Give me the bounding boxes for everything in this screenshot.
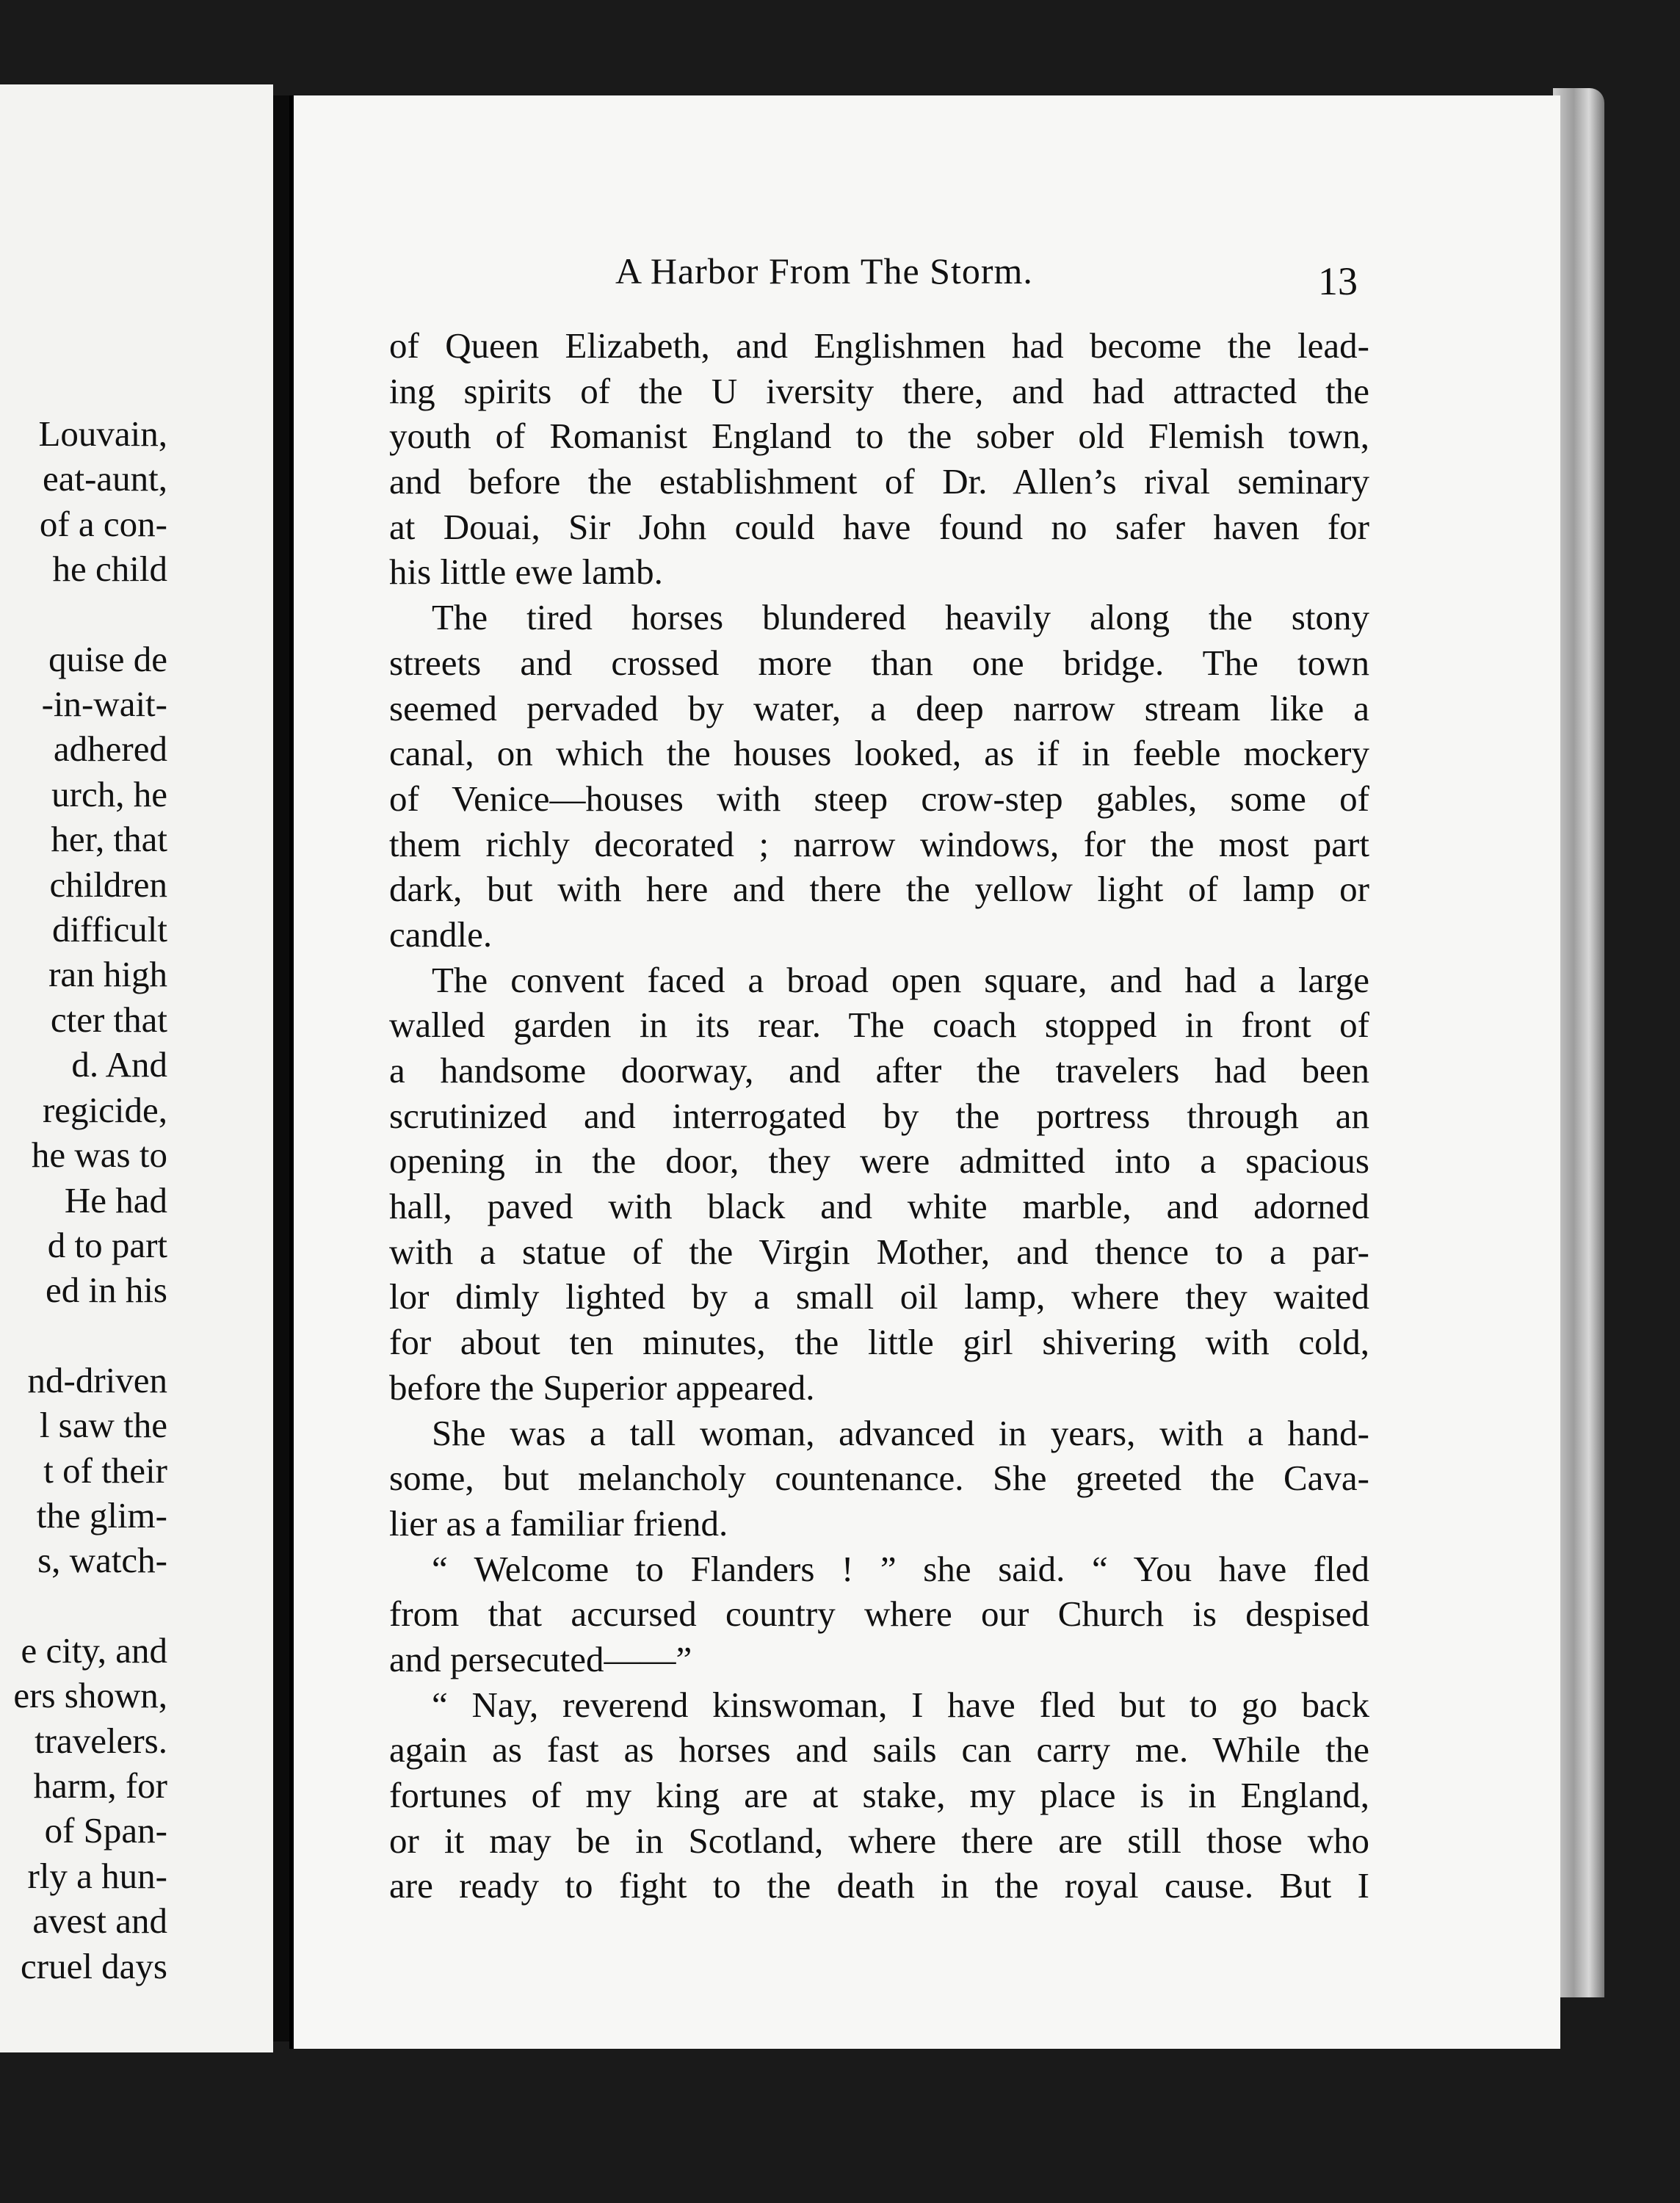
text-line: ing spirits of the U iversity there, and had attracted the xyxy=(389,370,1369,411)
running-head: A Harbor From The Storm. xyxy=(615,250,1033,292)
left-page-line: travelers. xyxy=(35,1720,167,1761)
text-line: and before the establishment of Dr. Allen’s rival seminary xyxy=(389,461,1369,502)
left-page-line: -in-wait- xyxy=(41,684,167,725)
text-line: again as fast as horses and sails can carry me. While the xyxy=(389,1729,1369,1770)
text-line: and persecuted——” xyxy=(389,1638,692,1679)
text-line: his little ewe lamb. xyxy=(389,551,663,593)
left-page-line: d. And xyxy=(71,1044,167,1085)
left-page-line: Louvain, xyxy=(38,413,167,454)
left-page-line: nd-driven xyxy=(27,1359,167,1400)
left-page-line: of Span- xyxy=(44,1810,167,1851)
text-line: before the Superior appeared. xyxy=(389,1367,815,1408)
left-page-text xyxy=(0,411,167,1989)
text-line: with a statue of the Virgin Mother, and thence to a par- xyxy=(389,1231,1369,1272)
text-line: for about ten minutes, the little girl shivering with cold, xyxy=(389,1322,1369,1363)
left-page-line: quise de xyxy=(48,638,167,679)
text-line: “ Welcome to Flanders ! ” she said. “ You have fled xyxy=(432,1548,1369,1589)
page-edges xyxy=(1553,88,1604,1997)
text-line: hall, paved with black and white marble, and adorned xyxy=(389,1186,1369,1227)
text-line: She was a tall woman, advanced in years, with a hand- xyxy=(432,1412,1369,1453)
left-page-line: l saw the xyxy=(39,1405,167,1446)
left-page-line: t of their xyxy=(43,1450,167,1491)
text-line: dark, but with here and there the yellow light of lamp or xyxy=(389,869,1369,910)
left-page-line: the glim- xyxy=(36,1494,167,1535)
left-page-line: e city, and xyxy=(21,1629,167,1671)
text-line: opening in the door, they were admitted into a spacious xyxy=(389,1140,1369,1182)
text-line: youth of Romanist England to the sober old Flemish town, xyxy=(389,416,1369,457)
text-line: seemed pervaded by water, a deep narrow stream like a xyxy=(389,687,1369,728)
left-page-line: He had xyxy=(64,1179,167,1220)
body-text xyxy=(389,323,1369,1909)
left-page-line: ed in his xyxy=(45,1270,167,1311)
text-line: lier as a familiar friend. xyxy=(389,1502,728,1544)
text-line: of Venice—houses with steep crow-step gables, some of xyxy=(389,778,1369,819)
left-page-line: adhered xyxy=(53,728,167,770)
left-page-line: of a con- xyxy=(39,503,167,544)
left-page-line: ran high xyxy=(48,954,167,995)
left-page-line xyxy=(0,592,167,637)
text-line: “ Nay, reverend kinswoman, I have fled but to go back xyxy=(432,1684,1369,1725)
text-line: streets and crossed more than one bridge. The town xyxy=(389,642,1369,683)
left-page-line: s, watch- xyxy=(37,1540,167,1581)
left-page-line: difficult xyxy=(52,909,167,950)
text-line: or it may be in Scotland, where there are still those who xyxy=(389,1820,1369,1861)
text-line: them richly decorated ; narrow windows, for the most part xyxy=(389,823,1369,864)
text-line: The tired horses blundered heavily along the stony xyxy=(432,597,1369,638)
left-page-line: eat-aunt, xyxy=(42,458,167,499)
left-page-line: d to part xyxy=(47,1224,167,1265)
left-page-line: her, that xyxy=(51,819,167,860)
left-page-line: he was to xyxy=(31,1135,167,1176)
left-page-line: cruel days xyxy=(21,1945,167,1986)
text-line: canal, on which the houses looked, as if in feeble mockery xyxy=(389,733,1369,774)
left-page-line: urch, he xyxy=(51,773,167,814)
text-line: some, but melancholy countenance. She greeted the Cava- xyxy=(389,1458,1369,1499)
text-line: are ready to fight to the death in the royal cause. But I xyxy=(389,1865,1369,1906)
text-line: lor dimly lighted by a small oil lamp, where they waited xyxy=(389,1276,1369,1317)
left-page-line: he child xyxy=(52,549,167,590)
text-line: at Douai, Sir John could have found no safer haven for xyxy=(389,506,1369,547)
text-line: of Queen Elizabeth, and Englishmen had become the lead- xyxy=(389,325,1369,366)
left-page-line: harm, for xyxy=(33,1765,167,1806)
text-line: from that accursed country where our Church is despised xyxy=(389,1594,1369,1635)
text-line: scrutinized and interrogated by the portress through an xyxy=(389,1095,1369,1136)
left-page-line xyxy=(0,1583,167,1628)
left-page-line: regicide, xyxy=(42,1089,167,1130)
left-page-line: cter that xyxy=(50,999,167,1040)
left-page-line: rly a hun- xyxy=(27,1855,167,1896)
left-page-line: ers shown, xyxy=(13,1675,167,1716)
text-line: candle. xyxy=(389,914,493,955)
text-line: a handsome doorway, and after the travelers had been xyxy=(389,1050,1369,1090)
text-line: The convent faced a broad open square, and had a large xyxy=(432,959,1369,1000)
left-page-line: avest and xyxy=(32,1900,167,1942)
left-page-line xyxy=(0,1313,167,1358)
left-page xyxy=(0,84,273,2052)
left-page-line: children xyxy=(49,864,167,905)
text-line: walled garden in its rear. The coach stopped in front of xyxy=(389,1005,1369,1046)
page-number: 13 xyxy=(1318,259,1358,303)
text-line: fortunes of my king are at stake, my place is in England, xyxy=(389,1775,1369,1815)
